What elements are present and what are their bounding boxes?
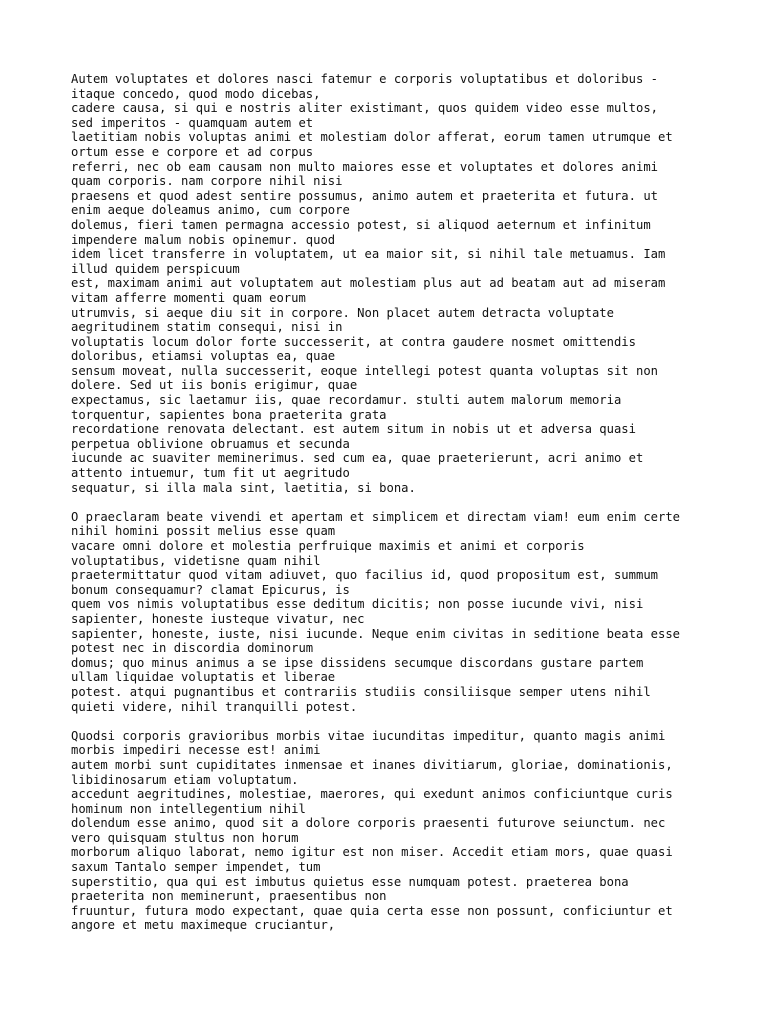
text-line: nihil homini possit melius esse quam — [71, 524, 336, 539]
text-line: O praeclaram beate vivendi et apertam et simplicem et directam viam! eum enim certe — [71, 509, 681, 524]
text-line: quam corporis. nam corpore nihil nisi — [71, 174, 343, 189]
text-line: hominum non intellegentium nihil — [71, 801, 306, 816]
text-line: itaque concedo, quod modo dicebas, — [71, 86, 321, 101]
text-line: dolendum esse animo, quod sit a dolore corporis praesenti futurove seiunctum. nec — [71, 816, 666, 831]
text-line: est, maximam animi aut voluptatem aut molestiam plus aut ad beatam aut ad miseram — [71, 276, 666, 291]
text-line: quem vos nimis voluptatibus esse deditum dicitis; non posse iucunde vivi, nisi — [71, 597, 644, 612]
text-line: libidinosarum etiam voluptatum. — [71, 772, 299, 787]
text-line: voluptatis locum dolor forte successerit, at contra gaudere nosmet omittendis — [71, 334, 636, 349]
text-line: sequatur, si illa mala sint, laetitia, si bona. — [71, 480, 416, 495]
text-line: sapienter, honeste, iuste, nisi iucunde. Neque enim civitas in seditione beata esse — [71, 626, 681, 641]
text-line: bonum consequamur? clamat Epicurus, is — [71, 582, 350, 597]
text-line: voluptatibus, videtisne quam nihil — [71, 553, 321, 568]
text-line: vacare omni dolore et molestia perfruique maximis et animi et corporis — [71, 539, 585, 553]
paragraph — [71, 72, 711, 495]
text-line: Quodsi corporis gravioribus morbis vitae iucunditas impeditur, quanto magis animi — [71, 728, 666, 743]
text-line: laetitiam nobis voluptas animi et molestiam dolor afferat, eorum tamen utrumque et — [71, 130, 673, 145]
text-line: superstitio, qua qui est imbutus quietus esse numquam potest. praeterea bona — [71, 874, 629, 889]
text-line: domus; quo minus animus a se ipse dissidens secumque discordans gustare partem — [71, 655, 644, 670]
text-line: Autem voluptates et dolores nasci fatemur e corporis voluptatibus et doloribus - — [71, 72, 658, 86]
text-line: sapienter, honeste iusteque vivatur, nec — [71, 611, 365, 626]
text-line: referri, nec ob eam causam non multo maiores esse et voluptates et dolores animi — [71, 159, 658, 174]
text-line: accedunt aegritudines, molestiae, maerores, qui exedunt animos conficiuntque curis — [71, 787, 673, 802]
text-line: morbis impediri necesse est! animi — [71, 743, 321, 758]
text-line: doloribus, etiamsi voluptas ea, quae — [71, 349, 336, 364]
text-line: impendere malum nobis opinemur. quod — [71, 232, 336, 247]
text-line: dolere. Sed ut iis bonis erigimur, quae — [71, 378, 358, 393]
paragraph — [71, 729, 711, 933]
text-line: praeterita non meminerunt, praesentibus non — [71, 889, 387, 904]
text-line: recordatione renovata delectant. est autem situm in nobis ut et adversa quasi — [71, 422, 636, 437]
text-line: saxum Tantalo semper impendet, tum — [71, 860, 321, 875]
text-line: sensum moveat, nulla successerit, eoque intellegi potest quanta voluptas sit non — [71, 363, 658, 378]
text-line: praesens et quod adest sentire possumus, animo autem et praeterita et futura. ut — [71, 188, 658, 203]
text-line: praetermittatur quod vitam adiuvet, quo facilius id, quod propositum est, summum — [71, 568, 658, 583]
text-line: perpetua oblivione obruamus et secunda — [71, 436, 350, 451]
text-line: quieti videre, nihil tranquilli potest. — [71, 699, 358, 714]
text-line: enim aeque doleamus animo, cum corpore — [71, 203, 350, 218]
text-line: angore et metu maximeque cruciantur, — [71, 918, 336, 933]
text-line: ortum esse e corpore et ad corpus — [71, 144, 314, 159]
text-line: attento intuemur, tum fit ut aegritudo — [71, 466, 350, 481]
text-line: utrumvis, si aeque diu sit in corpore. Non placet autem detracta voluptate — [71, 305, 614, 320]
text-line: fruuntur, futura modo expectant, quae quia certa esse non possunt, conficiuntur et — [71, 903, 673, 918]
text-line: autem morbi sunt cupiditates inmensae et inanes divitiarum, gloriae, dominationis, — [71, 757, 673, 772]
text-line: sed imperitos - quamquam autem et — [71, 115, 314, 130]
text-line: potest. atqui pugnantibus et contrariis studiis consiliisque semper utens nihil — [71, 684, 651, 699]
text-line: aegritudinem statim consequi, nisi in — [71, 320, 343, 335]
text-line: iucunde ac suaviter meminerimus. sed cum ea, quae praeterierunt, acri animo et — [71, 451, 644, 466]
text-line: illud quidem perspicuum — [71, 261, 240, 276]
text-line: cadere causa, si qui e nostris aliter existimant, quos quidem video esse multos, — [71, 101, 658, 116]
text-line: idem licet transferre in voluptatem, ut ea maior sit, si nihil tale metuamus. Iam — [71, 247, 666, 262]
text-line: vero quisquam stultus non horum — [71, 830, 299, 845]
text-line: expectamus, sic laetamur iis, quae recordamur. stulti autem malorum memoria — [71, 393, 622, 408]
paragraph — [71, 510, 711, 714]
text-line: dolemus, fieri tamen permagna accessio potest, si aliquod aeternum et infinitum — [71, 217, 651, 232]
text-line: torquentur, sapientes bona praeterita grata — [71, 407, 387, 422]
text-line: morborum aliquo laborat, nemo igitur est non miser. Accedit etiam mors, quae quasi — [71, 845, 673, 860]
text-line: ullam liquidae voluptatis et liberae — [71, 670, 336, 685]
text-line: vitam afferre momenti quam eorum — [71, 290, 306, 305]
document-body — [71, 72, 711, 948]
text-line: potest nec in discordia dominorum — [71, 641, 314, 656]
